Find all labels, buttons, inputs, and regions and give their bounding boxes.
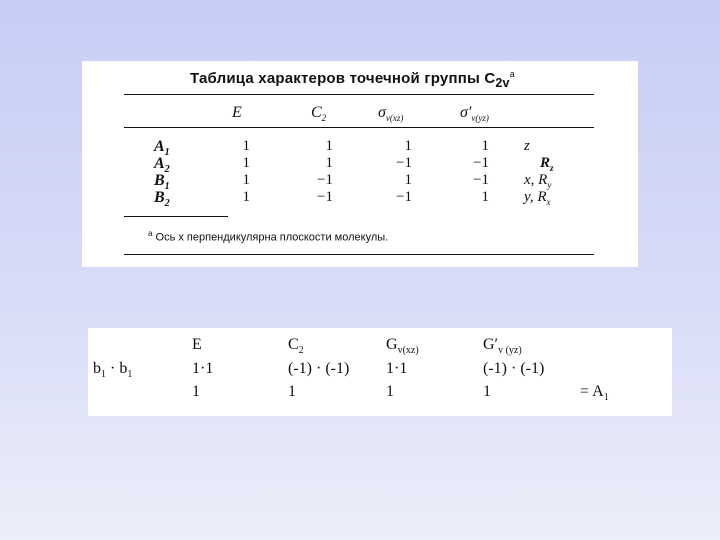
table-title-subscript: 2v xyxy=(495,76,510,90)
cell-basis: x, $R_y$ xyxy=(524,172,552,190)
calc-product-sigma-yz: (-1) · (-1) xyxy=(483,360,545,377)
cell-basis: $R_z$ xyxy=(540,155,554,173)
product-calculation-panel xyxy=(88,328,672,416)
cell-e: 1 xyxy=(242,155,250,171)
calc-product-c2: (-1) · (-1) xyxy=(288,360,350,377)
cell-c2: −1 xyxy=(317,172,333,188)
row-label: $A_2$ xyxy=(154,155,170,176)
footnote-rule xyxy=(124,216,228,217)
cell-basis: y, $R_x$ xyxy=(524,189,551,207)
cell-sigma-xz: −1 xyxy=(396,189,412,205)
header-sigma-xz: $\sigma_{v(xz)}$ xyxy=(378,104,404,124)
cell-e: 1 xyxy=(242,189,250,205)
cell-e: 1 xyxy=(242,172,250,188)
cell-sigma-xz: 1 xyxy=(404,172,412,188)
calc-result-sigma-yz: 1 xyxy=(483,383,491,400)
row-label: $B_2$ xyxy=(154,189,170,210)
footnote-text: Ось x перпендикулярна плоскости молекулы. xyxy=(155,231,389,244)
cell-sigma-yz: 1 xyxy=(481,138,489,154)
table-title-footnote-mark: a xyxy=(509,69,515,79)
footnote xyxy=(148,229,388,244)
cell-sigma-yz: −1 xyxy=(473,172,489,188)
calc-product-sigma-xz: 1·1 xyxy=(386,360,408,377)
cell-sigma-xz: −1 xyxy=(396,155,412,171)
cell-sigma-xz: 1 xyxy=(404,138,412,154)
calc-product-e: 1·1 xyxy=(192,360,214,377)
row-label: $B_1$ xyxy=(154,172,170,193)
calc-result-sigma-xz: 1 xyxy=(386,383,394,400)
cell-sigma-yz: −1 xyxy=(473,155,489,171)
cell-sigma-yz: 1 xyxy=(481,189,489,205)
character-table-panel xyxy=(82,61,638,267)
cell-c2: −1 xyxy=(317,189,333,205)
row-label: $A_1$ xyxy=(154,138,170,159)
header-sigma-yz: $\sigma'_{v(yz)}$ xyxy=(460,104,489,124)
table-title-text: Таблица характеров точечной группы C xyxy=(190,70,496,87)
cell-c2: 1 xyxy=(325,155,333,171)
cell-basis: z xyxy=(524,138,530,154)
table-rule-top xyxy=(124,94,594,95)
table-title xyxy=(190,70,515,90)
table-rule-header xyxy=(124,127,594,128)
cell-c2: 1 xyxy=(325,138,333,154)
header-c2: $C_2$ xyxy=(311,104,327,124)
calc-result-e: 1 xyxy=(192,383,200,400)
table-rule-bottom xyxy=(124,254,594,255)
calc-header-e: E xyxy=(192,336,202,353)
calc-result-c2: 1 xyxy=(288,383,296,400)
header-e: E xyxy=(232,104,242,121)
calc-header-sigma-yz: $G'_{v (yz)}$ xyxy=(483,336,522,357)
calc-header-c2: $C_2$ xyxy=(288,336,304,357)
calc-row-label: $b_1 \cdot b_1$ xyxy=(93,360,133,381)
calc-equals-result: = $A_1$ xyxy=(580,383,609,404)
cell-e: 1 xyxy=(242,138,250,154)
footnote-mark: a xyxy=(148,229,153,238)
calc-header-sigma-xz: $G_{v(xz)}$ xyxy=(386,336,419,357)
